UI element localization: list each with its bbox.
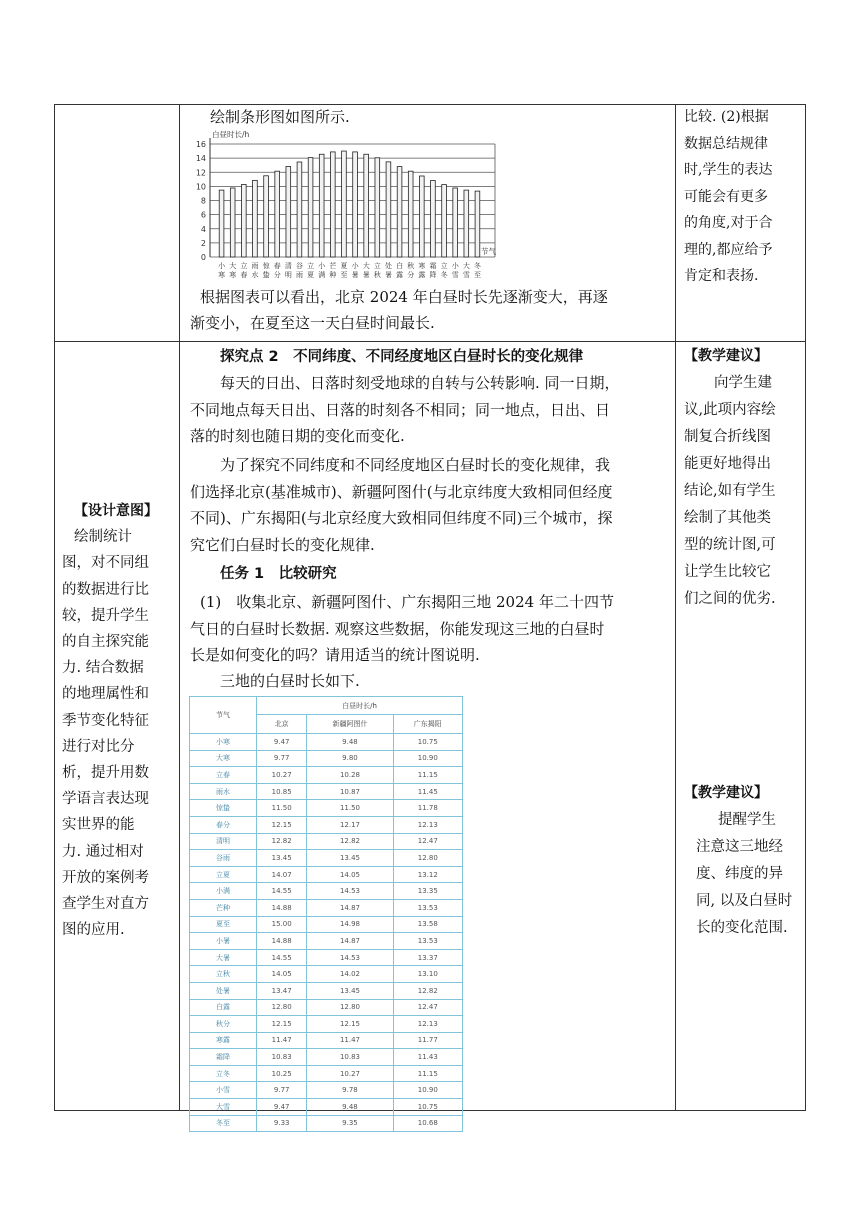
design-line: 实世界的能 bbox=[62, 817, 135, 834]
x-tick-label-top: 霜 bbox=[429, 262, 437, 270]
x-tick-label-bottom: 分 bbox=[273, 271, 281, 278]
term-cell: 谷雨 bbox=[190, 850, 257, 867]
bar bbox=[386, 162, 391, 257]
column-divider-right bbox=[675, 104, 676, 1111]
header-city: 新疆阿图什 bbox=[307, 715, 393, 734]
value-cell: 14.53 bbox=[307, 883, 393, 900]
table-row bbox=[190, 933, 463, 950]
tip-line: 度、纬度的异 bbox=[696, 866, 783, 882]
y-tick-label: 12 bbox=[195, 168, 206, 178]
x-tick-label-top: 立 bbox=[373, 262, 381, 270]
bar bbox=[297, 162, 302, 257]
value-cell: 12.15 bbox=[307, 1016, 393, 1033]
bar bbox=[364, 154, 369, 257]
x-tick-label-top: 小 bbox=[451, 262, 459, 270]
term-cell: 夏至 bbox=[190, 916, 257, 933]
design-line: 力. 通过相对 bbox=[62, 843, 144, 860]
x-tick-label-bottom: 暑 bbox=[384, 271, 392, 278]
daylight-data-table bbox=[189, 696, 463, 1132]
x-tick-label-bottom: 水 bbox=[251, 271, 259, 278]
x-tick-label-top: 大 bbox=[362, 262, 370, 270]
value-cell: 14.55 bbox=[257, 883, 307, 900]
value-cell: 9.35 bbox=[307, 1115, 393, 1132]
row-divider bbox=[54, 341, 806, 342]
y-tick-label: 6 bbox=[200, 210, 206, 220]
term-cell: 白露 bbox=[190, 999, 257, 1016]
x-tick-label-top: 小 bbox=[318, 262, 326, 270]
term-cell: 大雪 bbox=[190, 1099, 257, 1116]
term-cell: 惊蛰 bbox=[190, 800, 257, 817]
tip-heading: 【教学建议】 bbox=[684, 785, 768, 801]
bar bbox=[375, 158, 380, 257]
term-cell: 芒种 bbox=[190, 899, 257, 916]
value-cell: 13.45 bbox=[257, 850, 307, 867]
value-cell: 9.33 bbox=[257, 1115, 307, 1132]
term-cell: 立春 bbox=[190, 767, 257, 784]
value-cell: 15.00 bbox=[257, 916, 307, 933]
x-tick-label-top: 小 bbox=[351, 262, 359, 270]
tip-line: 结论,如有学生 bbox=[684, 483, 776, 499]
bar bbox=[219, 190, 224, 257]
term-cell: 小寒 bbox=[190, 734, 257, 751]
x-tick-label-bottom: 雪 bbox=[451, 271, 459, 278]
value-cell: 13.45 bbox=[307, 850, 393, 867]
conclusion-line: 根据图表可以看出，北京 2024 年白昼时长先逐渐变大，再逐 bbox=[200, 288, 608, 306]
value-cell: 12.13 bbox=[393, 1016, 462, 1033]
bar bbox=[475, 191, 480, 257]
term-cell: 秋分 bbox=[190, 1016, 257, 1033]
note-line: 的角度,对于合 bbox=[684, 215, 773, 231]
paragraph-3 bbox=[190, 589, 670, 669]
x-tick-label-top: 大 bbox=[229, 262, 237, 270]
table-row bbox=[190, 999, 463, 1016]
para-line: 长是如何变化的吗？请用适当的统计图说明. bbox=[190, 646, 480, 664]
design-intent-heading: 【设计意图】 bbox=[74, 503, 158, 519]
design-line: 力. 结合数据 bbox=[62, 660, 144, 677]
value-cell: 12.15 bbox=[257, 816, 307, 833]
y-tick-label: 4 bbox=[200, 224, 206, 234]
table-row bbox=[190, 899, 463, 916]
value-cell: 10.75 bbox=[393, 734, 462, 751]
table-row bbox=[190, 1115, 463, 1132]
x-tick-label-top: 惊 bbox=[262, 262, 270, 270]
x-tick-label-top: 芒 bbox=[329, 262, 337, 270]
bar bbox=[330, 152, 335, 257]
bar bbox=[319, 154, 324, 257]
bar bbox=[353, 152, 358, 257]
x-tick-label-bottom: 雪 bbox=[462, 271, 470, 278]
term-cell: 立夏 bbox=[190, 866, 257, 883]
para-line: 每天的日出、日落时刻受地球的自转与公转影响. 同一日期， bbox=[220, 374, 620, 392]
x-tick-label-bottom: 分 bbox=[407, 271, 415, 278]
table-row bbox=[190, 982, 463, 999]
value-cell: 14.98 bbox=[307, 916, 393, 933]
design-line: 较，提升学生 bbox=[62, 607, 149, 624]
x-tick-label-bottom: 至 bbox=[340, 271, 348, 278]
x-tick-label-top: 白 bbox=[396, 262, 404, 270]
tip-line: 提醒学生 bbox=[718, 812, 776, 828]
value-cell: 12.82 bbox=[307, 833, 393, 850]
table-row bbox=[190, 816, 463, 833]
design-line: 的地理属性和 bbox=[62, 686, 149, 703]
para-line: 为了探究不同纬度和不同经度地区白昼时长的变化规律，我 bbox=[220, 456, 611, 474]
x-tick-label-top: 谷 bbox=[295, 262, 303, 270]
term-cell: 冬至 bbox=[190, 1115, 257, 1132]
value-cell: 14.87 bbox=[307, 899, 393, 916]
tip-line: 型的统计图,可 bbox=[684, 537, 776, 553]
value-cell: 11.47 bbox=[257, 1032, 307, 1049]
x-tick-label-bottom: 暑 bbox=[362, 271, 370, 278]
value-cell: 9.47 bbox=[257, 1099, 307, 1116]
x-tick-label-bottom: 冬 bbox=[440, 271, 448, 278]
value-cell: 13.35 bbox=[393, 883, 462, 900]
table-row bbox=[190, 1099, 463, 1116]
x-tick-label-bottom: 夏 bbox=[307, 271, 315, 278]
x-tick-label-top: 雨 bbox=[251, 262, 259, 270]
design-line: 析，提升用数 bbox=[62, 765, 149, 782]
design-line: 查学生对直方 bbox=[62, 896, 149, 913]
term-cell: 小暑 bbox=[190, 933, 257, 950]
term-cell: 大暑 bbox=[190, 949, 257, 966]
table-row bbox=[190, 750, 463, 767]
x-tick-label-top: 立 bbox=[440, 262, 448, 270]
value-cell: 11.50 bbox=[307, 800, 393, 817]
teaching-tip-2 bbox=[684, 780, 802, 942]
value-cell: 12.15 bbox=[257, 1016, 307, 1033]
design-line: 学语言表达现 bbox=[62, 791, 149, 808]
note-line: 肯定和表扬. bbox=[684, 268, 759, 284]
paragraph-2 bbox=[190, 452, 670, 558]
bar bbox=[342, 151, 347, 257]
tip-line: 们之间的优劣. bbox=[684, 591, 776, 607]
value-cell: 13.53 bbox=[393, 933, 462, 950]
value-cell: 10.28 bbox=[307, 767, 393, 784]
value-cell: 10.83 bbox=[307, 1049, 393, 1066]
table-right-border bbox=[805, 104, 806, 1111]
table-row bbox=[190, 783, 463, 800]
value-cell: 9.77 bbox=[257, 750, 307, 767]
tip-heading: 【教学建议】 bbox=[684, 348, 768, 364]
value-cell: 11.15 bbox=[393, 1065, 462, 1082]
value-cell: 10.27 bbox=[307, 1065, 393, 1082]
value-cell: 13.45 bbox=[307, 982, 393, 999]
y-tick-label: 8 bbox=[200, 196, 206, 206]
value-cell: 9.48 bbox=[307, 734, 393, 751]
bar bbox=[442, 185, 447, 257]
x-tick-label-bottom: 秋 bbox=[373, 271, 381, 278]
table-row bbox=[190, 734, 463, 751]
table-row bbox=[190, 916, 463, 933]
table-row bbox=[190, 1082, 463, 1099]
tip-line: 同, 以及白昼时 bbox=[696, 893, 793, 909]
design-intent bbox=[62, 498, 174, 943]
x-tick-label-bottom: 春 bbox=[240, 271, 248, 278]
value-cell: 10.90 bbox=[393, 750, 462, 767]
value-cell: 14.02 bbox=[307, 966, 393, 983]
bar bbox=[253, 180, 258, 257]
x-tick-label-bottom: 降 bbox=[429, 271, 437, 278]
term-cell: 霜降 bbox=[190, 1049, 257, 1066]
value-cell: 10.25 bbox=[257, 1065, 307, 1082]
value-cell: 12.47 bbox=[393, 833, 462, 850]
table-row bbox=[190, 800, 463, 817]
value-cell: 11.15 bbox=[393, 767, 462, 784]
design-line: 图，对不同组 bbox=[62, 555, 149, 572]
section-title: 探究点 2 不同纬度、不同经度地区白昼时长的变化规律 bbox=[220, 349, 584, 365]
y-tick-label: 0 bbox=[200, 253, 206, 262]
x-tick-label-bottom: 至 bbox=[473, 271, 481, 278]
table-row bbox=[190, 1065, 463, 1082]
value-cell: 9.80 bbox=[307, 750, 393, 767]
x-tick-label-bottom: 雨 bbox=[295, 271, 303, 278]
value-cell: 11.47 bbox=[307, 1032, 393, 1049]
value-cell: 13.53 bbox=[393, 899, 462, 916]
x-tick-label-top: 清 bbox=[284, 262, 292, 270]
design-line: 开放的案例考 bbox=[62, 869, 149, 886]
value-cell: 10.68 bbox=[393, 1115, 462, 1132]
x-tick-label-top: 秋 bbox=[407, 262, 415, 270]
x-tick-label-top: 夏 bbox=[340, 262, 348, 270]
para-line: 不同)、广东揭阳(与北京经度大致相同但纬度不同)三个城市，探 bbox=[190, 509, 613, 527]
x-tick-label-bottom: 寒 bbox=[229, 271, 237, 278]
tip-line: 议,此项内容绘 bbox=[684, 402, 776, 418]
x-tick-label-bottom: 满 bbox=[318, 271, 326, 278]
value-cell: 10.90 bbox=[393, 1082, 462, 1099]
term-cell: 处暑 bbox=[190, 982, 257, 999]
design-line: 绘制统计 bbox=[74, 529, 132, 546]
column-divider-left bbox=[179, 104, 180, 1111]
tip-line: 注意这三地经 bbox=[696, 839, 783, 855]
design-line: 图的应用. bbox=[62, 922, 125, 939]
term-cell: 立秋 bbox=[190, 966, 257, 983]
value-cell: 13.10 bbox=[393, 966, 462, 983]
value-cell: 11.78 bbox=[393, 800, 462, 817]
value-cell: 10.85 bbox=[257, 783, 307, 800]
bar bbox=[230, 188, 235, 257]
x-axis-label: 节气 bbox=[481, 247, 496, 256]
x-tick-label-top: 冬 bbox=[473, 262, 481, 270]
value-cell: 14.07 bbox=[257, 866, 307, 883]
bar bbox=[408, 171, 413, 257]
x-tick-label-bottom: 寒 bbox=[218, 271, 226, 278]
value-cell: 14.53 bbox=[307, 949, 393, 966]
term-cell: 春分 bbox=[190, 816, 257, 833]
value-cell: 12.82 bbox=[257, 833, 307, 850]
top-right-note bbox=[684, 104, 772, 290]
x-tick-label-bottom: 暑 bbox=[351, 271, 359, 278]
header-city: 广东揭阳 bbox=[393, 715, 462, 734]
y-tick-label: 10 bbox=[195, 182, 206, 192]
x-tick-label-top: 大 bbox=[462, 262, 470, 270]
table-row bbox=[190, 1049, 463, 1066]
tip-line: 制复合折线图 bbox=[684, 429, 771, 445]
bar bbox=[264, 176, 269, 257]
value-cell: 13.12 bbox=[393, 866, 462, 883]
x-tick-label-top: 处 bbox=[384, 262, 392, 270]
table-row bbox=[190, 1016, 463, 1033]
para-line: 落的时刻也随日期的变化而变化. bbox=[190, 427, 405, 445]
bar bbox=[286, 166, 291, 257]
para-line: 气日的白昼时长数据. 观察这些数据，你能发现这三地的白昼时 bbox=[190, 619, 605, 638]
term-cell: 立冬 bbox=[190, 1065, 257, 1082]
header-city: 北京 bbox=[257, 715, 307, 734]
bar bbox=[397, 167, 402, 257]
table-row bbox=[190, 883, 463, 900]
para-line: 们选择北京(基准城市)、新疆阿图什(与北京纬度大致相同但经度 bbox=[190, 482, 613, 501]
term-cell: 雨水 bbox=[190, 783, 257, 800]
chart-intro-text: 绘制条形图如图所示. bbox=[210, 108, 350, 126]
value-cell: 14.88 bbox=[257, 899, 307, 916]
design-line: 的数据进行比 bbox=[62, 581, 149, 598]
term-cell: 寒露 bbox=[190, 1032, 257, 1049]
tip-line: 绘制了其他类 bbox=[684, 510, 771, 526]
value-cell: 14.55 bbox=[257, 949, 307, 966]
conclusion-line: 渐变小，在夏至这一天白昼时间最长. bbox=[190, 314, 435, 332]
x-tick-label-bottom: 露 bbox=[396, 271, 404, 278]
design-line: 的自主探究能 bbox=[62, 634, 149, 651]
value-cell: 9.77 bbox=[257, 1082, 307, 1099]
value-cell: 12.80 bbox=[257, 999, 307, 1016]
value-cell: 10.83 bbox=[257, 1049, 307, 1066]
value-cell: 11.43 bbox=[393, 1049, 462, 1066]
table-row bbox=[190, 850, 463, 867]
value-cell: 12.80 bbox=[307, 999, 393, 1016]
y-tick-label: 2 bbox=[200, 238, 206, 248]
value-cell: 12.82 bbox=[393, 982, 462, 999]
value-cell: 11.45 bbox=[393, 783, 462, 800]
term-cell: 小满 bbox=[190, 883, 257, 900]
value-cell: 13.37 bbox=[393, 949, 462, 966]
value-cell: 10.27 bbox=[257, 767, 307, 784]
bar bbox=[431, 181, 436, 257]
x-tick-label-top: 立 bbox=[307, 262, 315, 270]
bar bbox=[275, 171, 280, 257]
design-line: 进行对比分 bbox=[62, 738, 135, 755]
table-intro: 三地的白昼时长如下. bbox=[220, 672, 360, 690]
table-row bbox=[190, 966, 463, 983]
table-header-row bbox=[190, 697, 463, 715]
teaching-tip-1 bbox=[684, 343, 802, 613]
paragraph-1 bbox=[190, 370, 670, 450]
bar bbox=[308, 158, 313, 257]
tip-line: 能更好地得出 bbox=[684, 456, 771, 472]
x-tick-label-top: 春 bbox=[273, 262, 281, 270]
value-cell: 11.50 bbox=[257, 800, 307, 817]
bar bbox=[464, 190, 469, 257]
task-title: 任务 1 比较研究 bbox=[220, 566, 337, 582]
value-cell: 11.77 bbox=[393, 1032, 462, 1049]
value-cell: 10.87 bbox=[307, 783, 393, 800]
y-tick-label: 14 bbox=[195, 154, 206, 164]
term-cell: 清明 bbox=[190, 833, 257, 850]
value-cell: 9.78 bbox=[307, 1082, 393, 1099]
bar bbox=[453, 188, 458, 257]
bar bbox=[419, 176, 424, 257]
para-line: 不同地点每天日出、日落的时刻各不相同；同一地点，日出、日 bbox=[190, 400, 611, 419]
note-line: 可能会有更多 bbox=[684, 188, 768, 205]
x-tick-label-top: 立 bbox=[240, 262, 248, 270]
table-row bbox=[190, 767, 463, 784]
value-cell: 13.58 bbox=[393, 916, 462, 933]
note-line: 数据总结规律 bbox=[684, 135, 768, 152]
value-cell: 12.47 bbox=[393, 999, 462, 1016]
value-cell: 10.75 bbox=[393, 1099, 462, 1116]
value-cell: 12.13 bbox=[393, 816, 462, 833]
term-cell: 小雪 bbox=[190, 1082, 257, 1099]
value-cell: 13.47 bbox=[257, 982, 307, 999]
para-line: 究它们白昼时长的变化规律. bbox=[190, 535, 375, 554]
value-cell: 9.48 bbox=[307, 1099, 393, 1116]
value-cell: 14.87 bbox=[307, 933, 393, 950]
x-tick-label-bottom: 明 bbox=[284, 271, 292, 278]
note-line: 时,学生的表达 bbox=[684, 162, 773, 178]
table-left-border bbox=[54, 104, 55, 1111]
x-tick-label-top: 小 bbox=[218, 262, 226, 270]
value-cell: 14.05 bbox=[307, 866, 393, 883]
x-tick-label-top: 寒 bbox=[418, 262, 426, 270]
chart-conclusion bbox=[190, 284, 670, 336]
bar bbox=[241, 184, 246, 257]
design-line: 季节变化特征 bbox=[62, 712, 149, 729]
x-tick-label-bottom: 露 bbox=[418, 271, 426, 278]
tip-line: 长的变化范围. bbox=[696, 920, 788, 936]
value-cell: 12.17 bbox=[307, 816, 393, 833]
x-tick-label-bottom: 蛰 bbox=[262, 271, 270, 278]
table-row bbox=[190, 1032, 463, 1049]
x-tick-label-bottom: 种 bbox=[329, 271, 337, 278]
header-group: 白昼时长/h bbox=[257, 697, 463, 715]
table-row bbox=[190, 833, 463, 850]
daylight-bar-chart bbox=[190, 130, 510, 278]
value-cell: 14.88 bbox=[257, 933, 307, 950]
para-line: (1) 收集北京、新疆阿图什、广东揭阳三地 2024 年二十四节 bbox=[200, 593, 614, 611]
table-row bbox=[190, 866, 463, 883]
note-line: 比较. (2)根据 bbox=[684, 109, 769, 125]
y-tick-label: 16 bbox=[195, 140, 206, 149]
value-cell: 12.80 bbox=[393, 850, 462, 867]
y-axis-label: 白昼时长/h bbox=[212, 130, 250, 139]
tip-line: 向学生建 bbox=[714, 375, 772, 391]
term-cell: 大寒 bbox=[190, 750, 257, 767]
header-term: 节气 bbox=[190, 697, 257, 734]
value-cell: 14.05 bbox=[257, 966, 307, 983]
tip-line: 让学生比较它 bbox=[684, 564, 771, 580]
note-line: 理的,都应给予 bbox=[684, 241, 773, 258]
table-row bbox=[190, 949, 463, 966]
value-cell: 9.47 bbox=[257, 734, 307, 751]
